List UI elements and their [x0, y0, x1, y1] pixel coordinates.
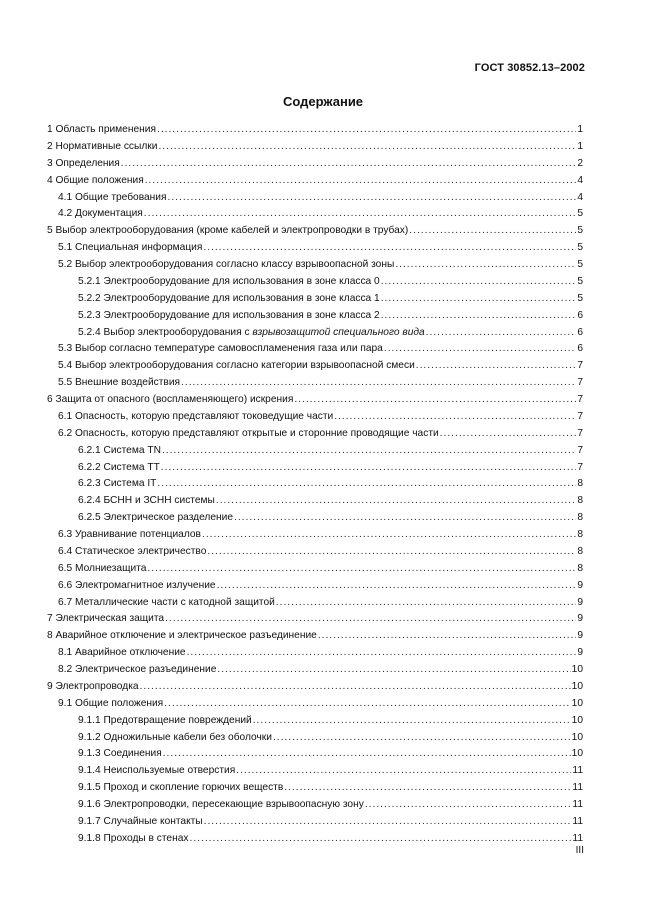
toc-entry-label-italic: взрывозащитой специального вида [252, 326, 425, 338]
toc-entry-label: 6.2.2 Система TT [78, 461, 160, 473]
toc-entry-label: 8 Аварийное отключение и электрическое разъединение [47, 630, 317, 642]
toc-entry[interactable] [47, 190, 583, 207]
toc-leader-dots [318, 628, 576, 645]
toc-entry[interactable] [47, 139, 583, 156]
toc-title: Содержание [282, 94, 364, 109]
toc-leader-dots [334, 409, 576, 426]
toc-entry-page: 9 [577, 579, 583, 591]
toc-entry[interactable] [47, 611, 583, 628]
toc-entry[interactable] [47, 797, 583, 814]
toc-leader-dots [157, 122, 576, 139]
toc-entry-page: 10 [571, 748, 583, 760]
toc-entry-label: 9.1.7 Случайные контакты [78, 815, 203, 827]
toc-entry-label: 5.1 Специальная информация [58, 242, 203, 254]
toc-entry-label: 7 Электрическая защита [47, 613, 165, 625]
toc-entry-page: 11 [572, 782, 583, 794]
toc-entry[interactable] [47, 392, 583, 409]
toc-entry-page: 7 [577, 461, 583, 473]
toc-entry[interactable] [47, 426, 583, 443]
toc-entry-label: 6.1 Опасность, которую представляют токоведущие части [58, 410, 334, 422]
toc-leader-dots [168, 190, 576, 207]
toc-entry[interactable] [47, 375, 583, 392]
toc-leader-dots [207, 544, 576, 561]
toc-leader-dots [217, 578, 576, 595]
toc-entry-label: 6.2.5 Электрическое разделение [78, 512, 234, 524]
toc-entry-page: 5 [577, 225, 583, 237]
toc-entry-page: 10 [571, 697, 583, 709]
toc-entry[interactable] [47, 156, 583, 173]
toc-entry-page: 9 [577, 630, 583, 642]
toc-leader-dots [162, 443, 576, 460]
toc-entry-label: 5.3 Выбор согласно температуре самовоспламенения газа или пара [58, 343, 383, 355]
toc-entry-label: 5.2.4 Выбор электрооборудования с взрывозащитой специального вида [78, 326, 425, 338]
toc-entry-label: 5.2.2 Электрооборудование для использования в зоне класса 1 [78, 292, 380, 304]
toc-leader-dots [202, 527, 576, 544]
toc-entry-page: 6 [577, 326, 583, 338]
toc-entry-label: 6.2.4 БСНН и ЗСНН системы [78, 495, 215, 507]
toc-entry-label: 9.1.2 Одножильные кабели без оболочки [78, 731, 272, 743]
toc-leader-dots [161, 460, 576, 477]
toc-entry[interactable] [47, 257, 583, 274]
toc-entry[interactable] [47, 662, 583, 679]
toc-entry[interactable] [47, 831, 583, 848]
toc-entry-label: 6.2.3 Система IT [78, 478, 157, 490]
toc-entry-page: 6 [577, 309, 583, 321]
toc-entry[interactable] [47, 291, 583, 308]
toc-leader-dots [384, 341, 576, 358]
toc-leader-dots [187, 645, 576, 662]
toc-entry[interactable] [47, 308, 583, 325]
toc-entry[interactable] [47, 325, 583, 342]
toc-entry-label: 6.2 Опасность, которую представляют открытые и сторонние проводящие части [58, 427, 439, 439]
toc-leader-dots [381, 291, 576, 308]
table-of-contents [47, 122, 583, 848]
toc-entry-label: 1 Область применения [47, 124, 156, 135]
toc-entry[interactable] [47, 763, 583, 780]
toc-leader-dots [145, 173, 576, 190]
toc-leader-dots [158, 139, 576, 156]
toc-leader-dots [381, 274, 576, 291]
toc-entry-label: 6.4 Статическое электричество [58, 545, 207, 557]
toc-entry-label: 6 Защита от опасного (воспламеняющего) искрения [47, 394, 294, 405]
toc-leader-dots [140, 679, 571, 696]
toc-entry[interactable] [47, 730, 583, 747]
toc-entry[interactable] [47, 679, 583, 696]
toc-entry[interactable] [47, 814, 583, 831]
toc-entry-label: 2 Нормативные ссылки [47, 140, 158, 152]
toc-entry-page: 8 [577, 529, 583, 540]
toc-entry[interactable] [47, 122, 583, 139]
toc-entry-page: 7 [577, 410, 583, 422]
page-number: III [575, 845, 584, 856]
toc-entry-label: 5 Выбор электрооборудования (кроме кабелей и электропроводки в трубах) [47, 225, 409, 237]
toc-entry[interactable] [47, 696, 583, 713]
toc-entry[interactable] [47, 240, 583, 257]
toc-leader-dots [203, 240, 576, 257]
toc-leader-dots [416, 358, 576, 375]
toc-entry[interactable] [47, 510, 583, 527]
toc-entry-page: 9 [577, 613, 583, 625]
toc-entry-page: 5 [577, 259, 583, 270]
toc-leader-dots [440, 426, 576, 443]
toc-leader-dots [164, 696, 570, 713]
toc-leader-dots [395, 257, 576, 274]
toc-leader-dots [165, 611, 576, 628]
toc-leader-dots [204, 814, 572, 831]
toc-entry-page: 11 [572, 832, 583, 844]
toc-entry-page: 8 [577, 478, 583, 490]
toc-leader-dots [163, 746, 571, 763]
toc-leader-dots [273, 730, 571, 747]
toc-entry-page: 7 [577, 427, 583, 439]
toc-entry-label: 6.3 Уравнивание потенциалов [58, 529, 201, 540]
toc-entry[interactable] [47, 628, 583, 645]
toc-entry-page: 5 [577, 292, 583, 304]
toc-entry-page: 7 [577, 444, 583, 456]
toc-entry-label: 9.1.4 Неиспользуемые отверстия [78, 765, 236, 777]
toc-entry-label: 5.2.1 Электрооборудование для использования в зоне класса 0 [78, 275, 380, 287]
toc-entry[interactable] [47, 561, 583, 578]
toc-leader-dots [147, 561, 576, 578]
toc-entry-page: 4 [577, 191, 583, 203]
toc-entry[interactable] [47, 746, 583, 763]
toc-leader-dots [294, 392, 576, 409]
toc-leader-dots [236, 763, 571, 780]
toc-entry-label: 9.1 Общие положения [58, 697, 164, 709]
toc-leader-dots [234, 510, 576, 527]
toc-entry-page: 9 [577, 596, 583, 608]
toc-entry-page: 10 [571, 664, 583, 675]
toc-entry[interactable] [47, 544, 583, 561]
toc-entry-page: 8 [577, 545, 583, 557]
toc-leader-dots [121, 156, 576, 173]
toc-entry-label: 4 Общие положения [47, 174, 144, 186]
toc-entry[interactable] [47, 409, 583, 426]
toc-entry[interactable] [47, 476, 583, 493]
toc-leader-dots [426, 325, 576, 342]
toc-entry-page: 8 [577, 495, 583, 507]
toc-entry[interactable] [47, 223, 583, 240]
toc-entry[interactable] [47, 274, 583, 291]
toc-entry-label: 9.1.1 Предотвращение повреждений [78, 714, 252, 726]
toc-entry[interactable] [47, 780, 583, 797]
toc-entry-label: 8.1 Аварийное отключение [58, 647, 186, 659]
toc-entry-page: 5 [577, 242, 583, 254]
toc-entry-page: 6 [577, 343, 583, 355]
toc-entry-label: 5.2 Выбор электрооборудования согласно классу взрывоопасной зоны [58, 259, 395, 270]
toc-entry[interactable] [47, 595, 583, 612]
toc-entry-page: 11 [572, 815, 583, 827]
toc-entry-page: 8 [577, 512, 583, 524]
standard-code: ГОСТ 30852.13–2002 [474, 62, 585, 74]
toc-leader-dots [365, 797, 572, 814]
toc-entry-label: 5.5 Внешние воздействия [58, 377, 181, 389]
toc-leader-dots [190, 831, 572, 848]
toc-entry-label: 9 Электропроводка [47, 680, 139, 692]
toc-entry[interactable] [47, 493, 583, 510]
toc-entry-page: 11 [572, 799, 583, 810]
toc-entry-page: 10 [571, 680, 583, 692]
toc-leader-dots [381, 308, 576, 325]
toc-leader-dots [253, 713, 571, 730]
toc-entry-page: 8 [577, 562, 583, 574]
toc-entry[interactable] [47, 527, 583, 544]
toc-entry[interactable] [47, 443, 583, 460]
toc-leader-dots [216, 493, 576, 510]
toc-entry-page: 4 [577, 174, 583, 186]
toc-entry-label: 4.1 Общие требования [58, 191, 167, 203]
toc-entry-label: 9.1.8 Проходы в стенах [78, 832, 189, 844]
toc-entry-page: 7 [577, 377, 583, 389]
toc-entry[interactable] [47, 713, 583, 730]
toc-leader-dots [181, 375, 576, 392]
toc-entry-label: 6.6 Электромагнитное излучение [58, 579, 216, 591]
toc-entry-label: 5.4 Выбор электрооборудования согласно категории взрывоопасной смеси [58, 360, 415, 372]
toc-entry-label: 8.2 Электрическое разъединение [58, 664, 217, 675]
toc-entry-label: 6.5 Молниезащита [58, 562, 147, 574]
toc-entry-page: 2 [577, 157, 583, 169]
toc-entry-page: 9 [577, 647, 583, 659]
toc-entry-label: 4.2 Документация [58, 208, 143, 220]
toc-entry[interactable] [47, 460, 583, 477]
toc-leader-dots [217, 662, 570, 679]
toc-entry-page: 11 [572, 765, 583, 777]
toc-entry[interactable] [47, 206, 583, 223]
toc-entry-label: 6.7 Металлические части с катодной защитой [58, 596, 275, 608]
toc-entry-page: 10 [571, 714, 583, 726]
toc-entry[interactable] [47, 578, 583, 595]
toc-entry-label: 3 Определения [47, 157, 120, 169]
toc-entry-page: 1 [577, 124, 583, 135]
toc-entry-page: 7 [577, 360, 583, 372]
toc-entry-page: 1 [577, 140, 583, 152]
toc-leader-dots [157, 476, 576, 493]
toc-entry-label: 5.2.3 Электрооборудование для использования в зоне класса 2 [78, 309, 380, 321]
toc-entry[interactable] [47, 358, 583, 375]
toc-entry-page: 7 [577, 394, 583, 405]
toc-leader-dots [276, 595, 576, 612]
toc-entry-page: 5 [577, 275, 583, 287]
toc-entry-label: 6.2.1 Система TN [78, 444, 161, 456]
toc-leader-dots [144, 206, 576, 223]
toc-entry[interactable] [47, 173, 583, 190]
toc-leader-dots [284, 780, 571, 797]
toc-entry[interactable] [47, 341, 583, 358]
toc-entry-label: 9.1.3 Соединения [78, 748, 162, 760]
toc-leader-dots [409, 223, 576, 240]
toc-entry[interactable] [47, 645, 583, 662]
toc-entry-label: 9.1.5 Проход и скопление горючих веществ [78, 782, 284, 794]
toc-entry-page: 10 [571, 731, 583, 743]
toc-entry-page: 5 [577, 208, 583, 220]
toc-entry-label: 9.1.6 Электропроводки, пересекающие взрывоопасную зону [78, 799, 364, 810]
